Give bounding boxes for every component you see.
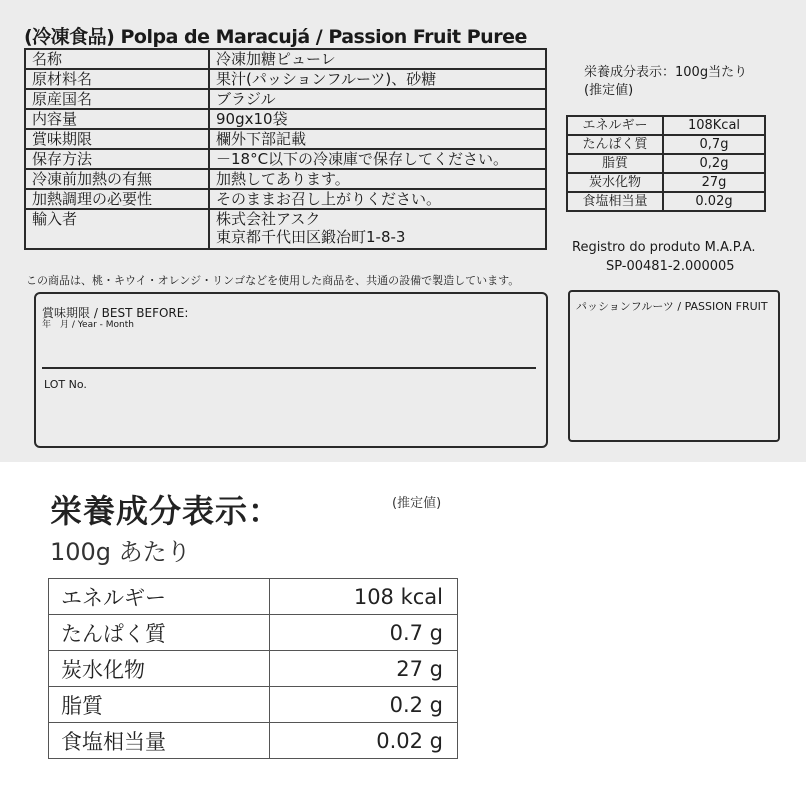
divider-line bbox=[42, 367, 536, 369]
label-nutrition-heading bbox=[584, 64, 747, 100]
spec-row bbox=[25, 169, 546, 189]
nutrient-value: 0.02g bbox=[663, 192, 765, 211]
nutrient-value: 0.02 g bbox=[270, 723, 458, 759]
registry-line: Registro do produto M.A.P.A. bbox=[572, 240, 756, 255]
nutrition-row bbox=[49, 579, 458, 615]
nutrition-row bbox=[567, 116, 765, 135]
spec-key: 加熱調理の必要性 bbox=[25, 189, 209, 209]
product-spec-table bbox=[24, 48, 547, 250]
allergen-note: この商品は、桃・キウイ・オレンジ・リンゴなどを使用した商品を、共通の設備で製造しています。 bbox=[26, 274, 520, 287]
spec-key: 保存方法 bbox=[25, 149, 209, 169]
spec-value: 加熱してあります。 bbox=[209, 169, 546, 189]
spec-key: 賞味期限 bbox=[25, 129, 209, 149]
nutrition-row bbox=[567, 154, 765, 173]
spec-value: －18°C以下の冷凍庫で保存してください。 bbox=[209, 149, 546, 169]
spec-value: 90gx10袋 bbox=[209, 109, 546, 129]
nutrient-value: 108 kcal bbox=[270, 579, 458, 615]
label-nutrition-table bbox=[566, 115, 766, 212]
nutrient-value: 0,7g bbox=[663, 135, 765, 154]
nutrient-name: 食塩相当量 bbox=[567, 192, 663, 211]
nutrient-value: 27 g bbox=[270, 651, 458, 687]
spec-row bbox=[25, 129, 546, 149]
nutrition-table bbox=[48, 578, 458, 759]
nutrient-name: 脂質 bbox=[567, 154, 663, 173]
spec-row bbox=[25, 149, 546, 169]
spec-key: 内容量 bbox=[25, 109, 209, 129]
spec-key: 輸入者 bbox=[25, 209, 209, 249]
nutrition-row bbox=[49, 687, 458, 723]
nutrient-name: エネルギー bbox=[49, 579, 270, 615]
nutrient-value: 0.7 g bbox=[270, 615, 458, 651]
best-before-label: 賞味期限 / BEST BEFORE: bbox=[42, 306, 189, 320]
nutrition-estimated: (推定値) bbox=[392, 496, 442, 511]
spec-key: 原材料名 bbox=[25, 69, 209, 89]
spec-key: 原産国名 bbox=[25, 89, 209, 109]
nutrient-name: たんぱく質 bbox=[49, 615, 270, 651]
importer-name: 株式会社アスク bbox=[216, 210, 321, 228]
spec-row bbox=[25, 49, 546, 69]
spec-row bbox=[25, 109, 546, 129]
product-title: (冷凍食品) Polpa de Maracujá / Passion Fruit Puree bbox=[24, 26, 527, 48]
nutrition-row bbox=[49, 723, 458, 759]
nutrition-title: 栄養成分表示： bbox=[50, 492, 282, 530]
nutrition-row bbox=[49, 615, 458, 651]
spec-row bbox=[25, 209, 546, 249]
nutrition-row bbox=[567, 135, 765, 154]
spec-value: 果汁(パッションフルーツ)、砂糖 bbox=[209, 69, 546, 89]
spec-key: 名称 bbox=[25, 49, 209, 69]
nutrient-name: 脂質 bbox=[49, 687, 270, 723]
registry-number: SP-00481-2.000005 bbox=[606, 259, 735, 274]
nutrition-row bbox=[567, 192, 765, 211]
importer-address: 東京都千代田区鍛冶町1-8-3 bbox=[216, 228, 406, 246]
nutrient-value: 108Kcal bbox=[663, 116, 765, 135]
spec-value-multiline bbox=[209, 209, 546, 249]
nutrient-name: たんぱく質 bbox=[567, 135, 663, 154]
spec-row bbox=[25, 89, 546, 109]
nutrient-name: エネルギー bbox=[567, 116, 663, 135]
spec-value: ブラジル bbox=[209, 89, 546, 109]
nutrient-name: 炭水化物 bbox=[49, 651, 270, 687]
fruit-label: パッションフルーツ / PASSION FRUIT bbox=[576, 300, 768, 313]
nutrition-per: 100g あたり bbox=[50, 538, 191, 566]
registry-block bbox=[572, 238, 756, 276]
spec-key: 冷凍前加熱の有無 bbox=[25, 169, 209, 189]
spec-value: 冷凍加糖ピューレ bbox=[209, 49, 546, 69]
spec-value: そのままお召し上がりください。 bbox=[209, 189, 546, 209]
best-before-box bbox=[34, 292, 548, 448]
spec-value: 欄外下部記載 bbox=[209, 129, 546, 149]
nutrition-row bbox=[49, 651, 458, 687]
nutrient-value: 0,2g bbox=[663, 154, 765, 173]
nutrient-name: 食塩相当量 bbox=[49, 723, 270, 759]
nutrient-value: 27g bbox=[663, 173, 765, 192]
nutrient-name: 炭水化物 bbox=[567, 173, 663, 192]
lot-label: LOT No. bbox=[44, 378, 87, 391]
label-nutrition-estimated: (推定値) bbox=[584, 83, 634, 98]
nutrient-value: 0.2 g bbox=[270, 687, 458, 723]
fruit-box bbox=[568, 290, 780, 442]
spec-row bbox=[25, 189, 546, 209]
label-nutrition-title: 栄養成分表示：100g当たり bbox=[584, 65, 748, 80]
spec-row bbox=[25, 69, 546, 89]
year-month-label: 年 月 / Year - Month bbox=[42, 320, 134, 330]
nutrition-row bbox=[567, 173, 765, 192]
